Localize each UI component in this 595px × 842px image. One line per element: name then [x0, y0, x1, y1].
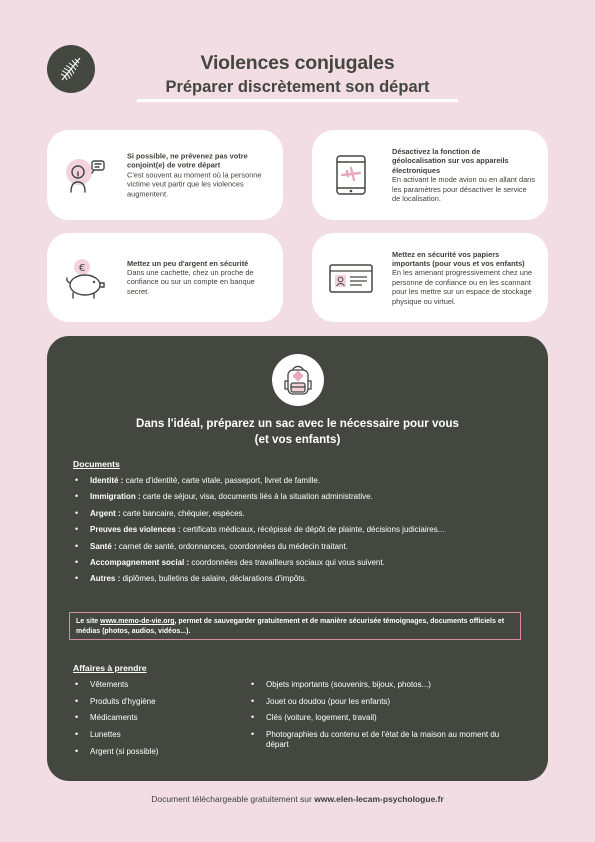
list-item: • Objets importants (souvenirs, bijoux, photos...): [249, 680, 521, 690]
list-item: • Argent (si possible): [73, 747, 243, 757]
list-item: • Photographies du contenu et de l'état de la maison au moment du départ: [249, 730, 521, 750]
affaires-heading: Affaires à prendre: [73, 663, 147, 673]
affaires-list-right: [249, 680, 521, 757]
list-item: • Identité : carte d'identité, carte vitale, passeport, livret de famille.: [73, 476, 533, 486]
person-silence-icon: [61, 150, 111, 200]
affaires-list-left: [73, 680, 243, 763]
documents-list: [73, 476, 533, 591]
list-item: • Santé : carnet de santé, ordonnances, coordonnées du médecin traitant.: [73, 542, 533, 552]
list-item: • Médicaments: [73, 713, 243, 723]
tip-card-no-warning: [47, 130, 283, 220]
list-item: • Accompagnement social : coordonnées des travailleurs sociaux qui vous suivent.: [73, 558, 533, 568]
list-item: • Autres : diplômes, bulletins de salaire, déclarations d'impôts.: [73, 574, 533, 584]
bag-section: [47, 336, 548, 781]
list-item: • Lunettes: [73, 730, 243, 740]
website-link[interactable]: www.elen-lecam-psychologue.fr: [314, 794, 444, 804]
list-item: • Argent : carte bancaire, chéquier, espèces.: [73, 509, 533, 519]
tip-card-papers: [312, 233, 548, 322]
subtitle-underline: [137, 99, 458, 102]
id-card-icon: [326, 253, 376, 303]
tip-card-geolocation: [312, 130, 548, 220]
memo-de-vie-link[interactable]: www.memo-de-vie.org: [100, 618, 175, 625]
phone-airplane-icon: [326, 150, 376, 200]
bag-badge: [272, 354, 324, 406]
svg-text:€: €: [78, 262, 86, 274]
list-item: • Produits d'hygiène: [73, 697, 243, 707]
page-title: Violences conjugales: [200, 52, 395, 74]
tip-text: Si possible, ne prévenez pas votre conjoint(e) de votre départ C'est souvent au moment où la personne victime veut partir que les violences augmentent.: [127, 151, 262, 199]
list-item: • Immigration : carte de séjour, visa, documents liés à la situation administrative.: [73, 492, 533, 502]
tip-text: Mettez en sécurité vos papiers importants (pour vous et vos enfants) En les amenant progressivement chez une personne de confiance ou en les scannant pour les mettre sur un espace de stockage physique ou virtuel.: [392, 249, 533, 306]
list-item: • Jouet ou doudou (pour les enfants): [249, 697, 521, 707]
footer: Document téléchargeable gratuitement sur www.elen-lecam-psychologue.fr: [151, 794, 444, 804]
piggy-bank-icon: [61, 253, 111, 303]
backpack-icon: [281, 363, 315, 397]
list-item: • Clés (voiture, logement, travail): [249, 713, 521, 723]
tip-text: Désactivez la fonction de géolocalisation sur vos appareils électroniques En activant le mode avion ou en allant dans les paramètres pour désactiver le service de localisation.: [392, 146, 535, 203]
tip-card-money: [47, 233, 283, 322]
list-item: • Vêtements: [73, 680, 243, 690]
list-item: • Preuves des violences : certificats médicaux, récépissé de dépôt de plainte, décisions judiciaires...: [73, 525, 533, 535]
bag-title: Dans l'idéal, préparez un sac avec le nécessaire pour vous (et vos enfants): [135, 417, 460, 446]
tip-text: Mettez un peu d'argent en sécurité Dans une cachette, chez un proche de confiance ou sur un compte en banque secret.: [127, 258, 255, 296]
page-subtitle: Préparer discrètement son départ: [165, 78, 430, 96]
memo-de-vie-note: Le site www.memo-de-vie.org, permet de sauvegarder gratuitement et de manière sécurisée témoignages, documents officiels et médias (photos, audios, vidéos...).: [69, 612, 521, 640]
documents-heading: Documents: [73, 459, 120, 469]
